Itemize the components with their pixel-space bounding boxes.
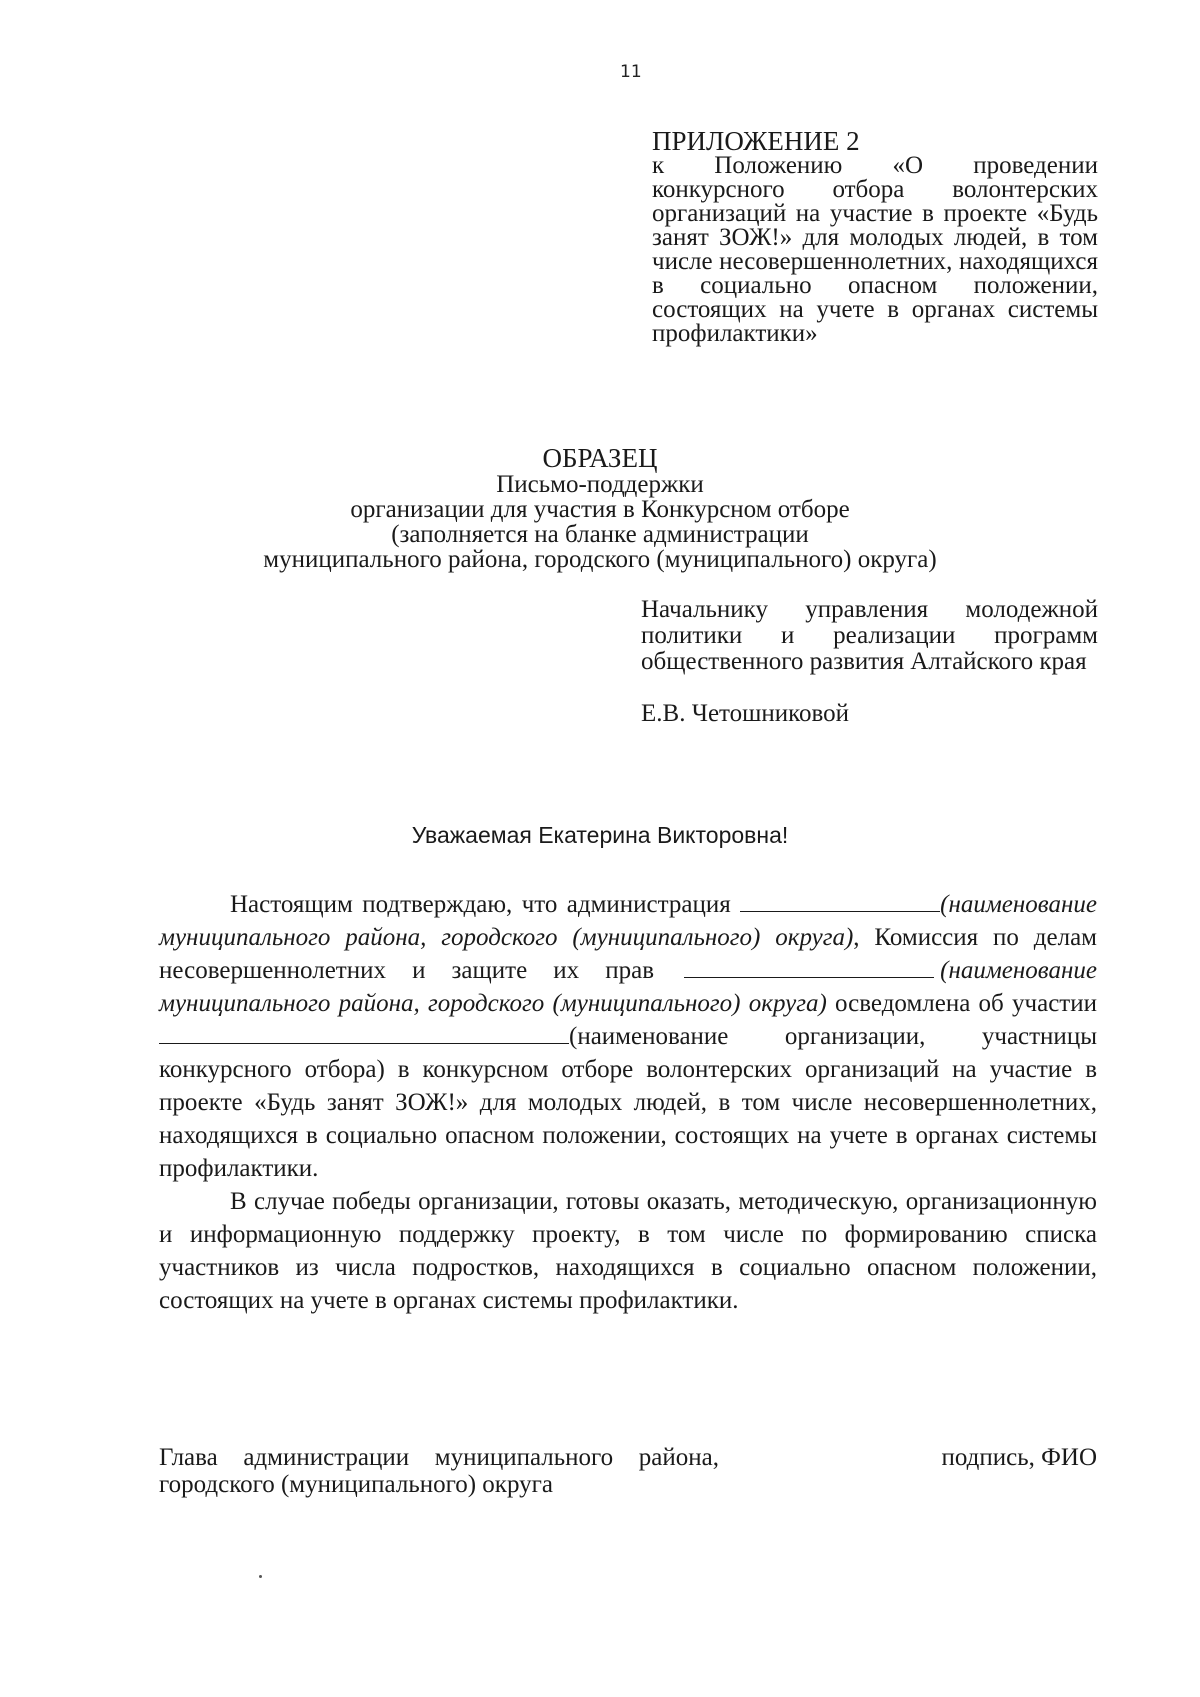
- appendix-title: ПРИЛОЖЕНИЕ 2: [652, 126, 860, 156]
- blank-line-district: [740, 889, 940, 912]
- appendix-text: к Положению «О проведении конкурсного отбора волонтерских организаций на участие в проекте «Будь занят ЗОЖ!» для молодых людей, в том числе несовершеннолетних, находящихся в социально опасном положении, состоящих на учете в органах системы профилактики»: [652, 152, 1098, 347]
- signature-position: Глава администрации муниципального района, городского (муниципального) округа: [159, 1444, 719, 1498]
- paragraph-1-part-2: (наименование муниципального района, городского (муниципального) округа): [159, 891, 1097, 951]
- blank-line-commission: [684, 955, 934, 978]
- sample-header: [200, 444, 1000, 572]
- sample-subtitle-line1: Письмо-поддержки: [496, 471, 704, 498]
- paragraph-1-part-5: осведомлена об участии: [826, 990, 1097, 1017]
- scan-speck: [259, 1575, 262, 1578]
- paragraph-1: [159, 888, 1097, 1185]
- appendix-block: [652, 128, 1098, 346]
- greeting: Уважаемая Екатерина Викторовна!: [411, 822, 789, 848]
- addressee-name: Е.В. Четошниковой: [641, 700, 850, 727]
- sample-title: ОБРАЗЕЦ: [542, 443, 658, 473]
- blank-line-organization: [159, 1021, 569, 1044]
- addressee-block: [641, 597, 1098, 727]
- sample-subtitle-line4: муниципального района, городского (муниципального) округа): [263, 546, 937, 573]
- signature-block: [159, 1444, 1097, 1498]
- signature-placeholder: подпись, ФИО: [941, 1444, 1097, 1471]
- paragraph-2: В случае победы организации, готовы оказать, методическую, организационную и информационную поддержку проекту, в том числе по формированию списка участников из числа подростков, находящихся в социально опасном положении, состоящих на учете в органах системы профилактики.: [159, 1188, 1097, 1314]
- paragraph-1-part-1: Настоящим подтверждаю, что администрация: [230, 891, 741, 918]
- addressee-position: Начальнику управления молодежной политики и реализации программ общественного развития Алтайского края: [641, 596, 1098, 675]
- sample-subtitle-line2: организации для участия в Конкурсном отборе: [350, 496, 850, 523]
- sample-subtitle-line3: (заполняется на бланке администрации: [391, 521, 809, 548]
- page-number: 11: [620, 62, 642, 82]
- paragraph-1-part-6: (наименование организации, участницы конкурсного отбора) в конкурсном отборе волонтерских организаций на участие в проекте «Будь занят ЗОЖ!» для молодых людей, в том числе несовершеннолетних, находящихся в социально опасном положении, состоящих на учете в органах системы профилактики.: [159, 1023, 1097, 1182]
- paragraph-1-part-3: , Комиссия по делам несовершеннолетних и защите их прав: [159, 924, 1097, 984]
- paragraph-1-part-4: (наименование муниципального района, городского (муниципального) округа): [159, 957, 1097, 1017]
- letter-body: [159, 888, 1097, 1317]
